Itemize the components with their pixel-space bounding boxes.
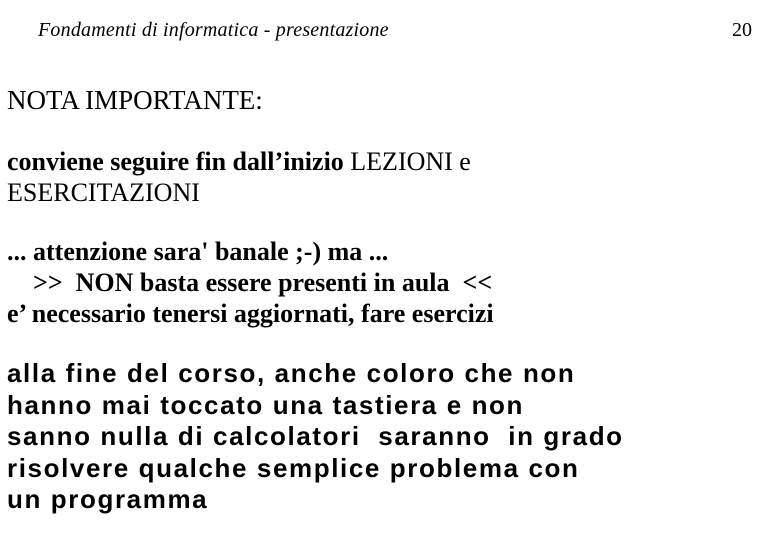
- paragraph-lessons-line-2: ESERCITAZIONI: [7, 178, 200, 207]
- paragraph-course-outcome-line: risolvere qualche semplice problema con: [7, 452, 580, 483]
- paragraph-lessons: [7, 146, 471, 208]
- paragraph-attention: [7, 236, 494, 329]
- paragraph-attention-line: >> NON basta essere presenti in aula <<: [7, 268, 493, 297]
- slide-header-title: Fondamenti di informatica - presentazione: [38, 19, 389, 41]
- paragraph-course-outcome: [7, 358, 624, 516]
- paragraph-attention-line: e’ necessario tenersi aggiornati, fare esercizi: [7, 299, 494, 328]
- paragraph-lessons-line-1-emphasis: LEZIONI e: [350, 147, 471, 176]
- paragraph-course-outcome-line: hanno mai toccato una tastiera e non: [7, 389, 525, 420]
- paragraph-course-outcome-line: sanno nulla di calcolatori saranno in grado: [7, 421, 624, 451]
- paragraph-lessons-line-1-start: conviene seguire fin dall’inizio: [7, 147, 351, 176]
- paragraph-course-outcome-line: alla fine del corso, anche coloro che non: [7, 358, 576, 388]
- paragraph-course-outcome-line: un programma: [7, 484, 209, 514]
- paragraph-attention-line: ... attenzione sara' banale ;-) ma ...: [7, 237, 389, 266]
- page-number: 20: [732, 19, 752, 41]
- slide-heading: NOTA IMPORTANTE:: [7, 85, 263, 115]
